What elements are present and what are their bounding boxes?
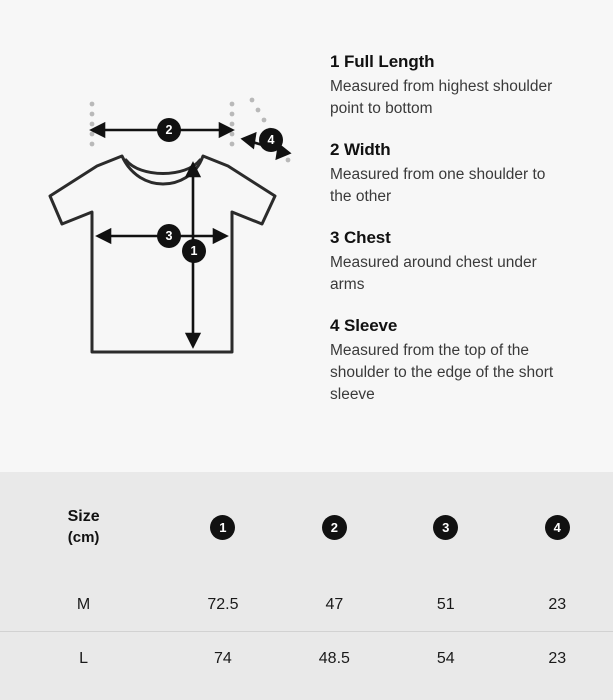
legend-title: 4 Sleeve <box>330 316 398 335</box>
row-size: M <box>76 596 91 613</box>
legend-item-chest <box>330 228 613 296</box>
row-value-1: 74 <box>167 632 278 686</box>
table-row <box>0 578 613 632</box>
legend-desc: Measured from one shoulder to the other <box>330 166 546 205</box>
tshirt-diagram <box>0 0 330 472</box>
header-size <box>0 472 167 578</box>
header-measure-4 <box>502 472 613 578</box>
marker-3: 3 <box>157 224 181 248</box>
badge-3: 3 <box>433 515 458 540</box>
table-row <box>0 632 613 686</box>
row-size: L <box>0 632 167 686</box>
marker-2: 2 <box>157 118 181 142</box>
size-table <box>0 472 613 685</box>
badge-4: 4 <box>545 515 570 540</box>
header-measure-1 <box>167 472 278 578</box>
row-value-4: 23 <box>548 596 567 613</box>
header-measure-3 <box>390 472 501 578</box>
size-label: Size <box>67 508 100 525</box>
legend-item-full-length <box>330 52 613 120</box>
table-header-row <box>0 472 613 578</box>
badge-1: 1 <box>210 515 235 540</box>
row-value-4: 23 <box>502 632 613 686</box>
legend-desc: Measured around chest under arms <box>330 254 537 293</box>
row-value-2: 47 <box>325 596 344 613</box>
badge-2: 2 <box>322 515 347 540</box>
unit-label: (cm) <box>67 529 100 546</box>
legend-desc: Measured from the top of the shoulder to the edge of the short sleeve <box>330 342 554 403</box>
row-value-3: 51 <box>436 596 455 613</box>
legend-item-sleeve <box>330 316 613 406</box>
legend-desc: Measured from highest shoulder point to bottom <box>330 78 553 117</box>
row-value-1: 72.5 <box>207 596 239 613</box>
marker-1: 1 <box>182 239 206 263</box>
legend-title: 2 Width <box>330 140 391 159</box>
marker-4: 4 <box>259 128 283 152</box>
legend-title: 1 Full Length <box>330 52 435 71</box>
legend-title: 3 Chest <box>330 228 391 247</box>
header-measure-2 <box>279 472 390 578</box>
legend-list <box>330 0 613 472</box>
row-value-3: 54 <box>390 632 501 686</box>
row-value-2: 48.5 <box>279 632 390 686</box>
size-table-section <box>0 472 613 700</box>
legend-item-width <box>330 140 613 208</box>
